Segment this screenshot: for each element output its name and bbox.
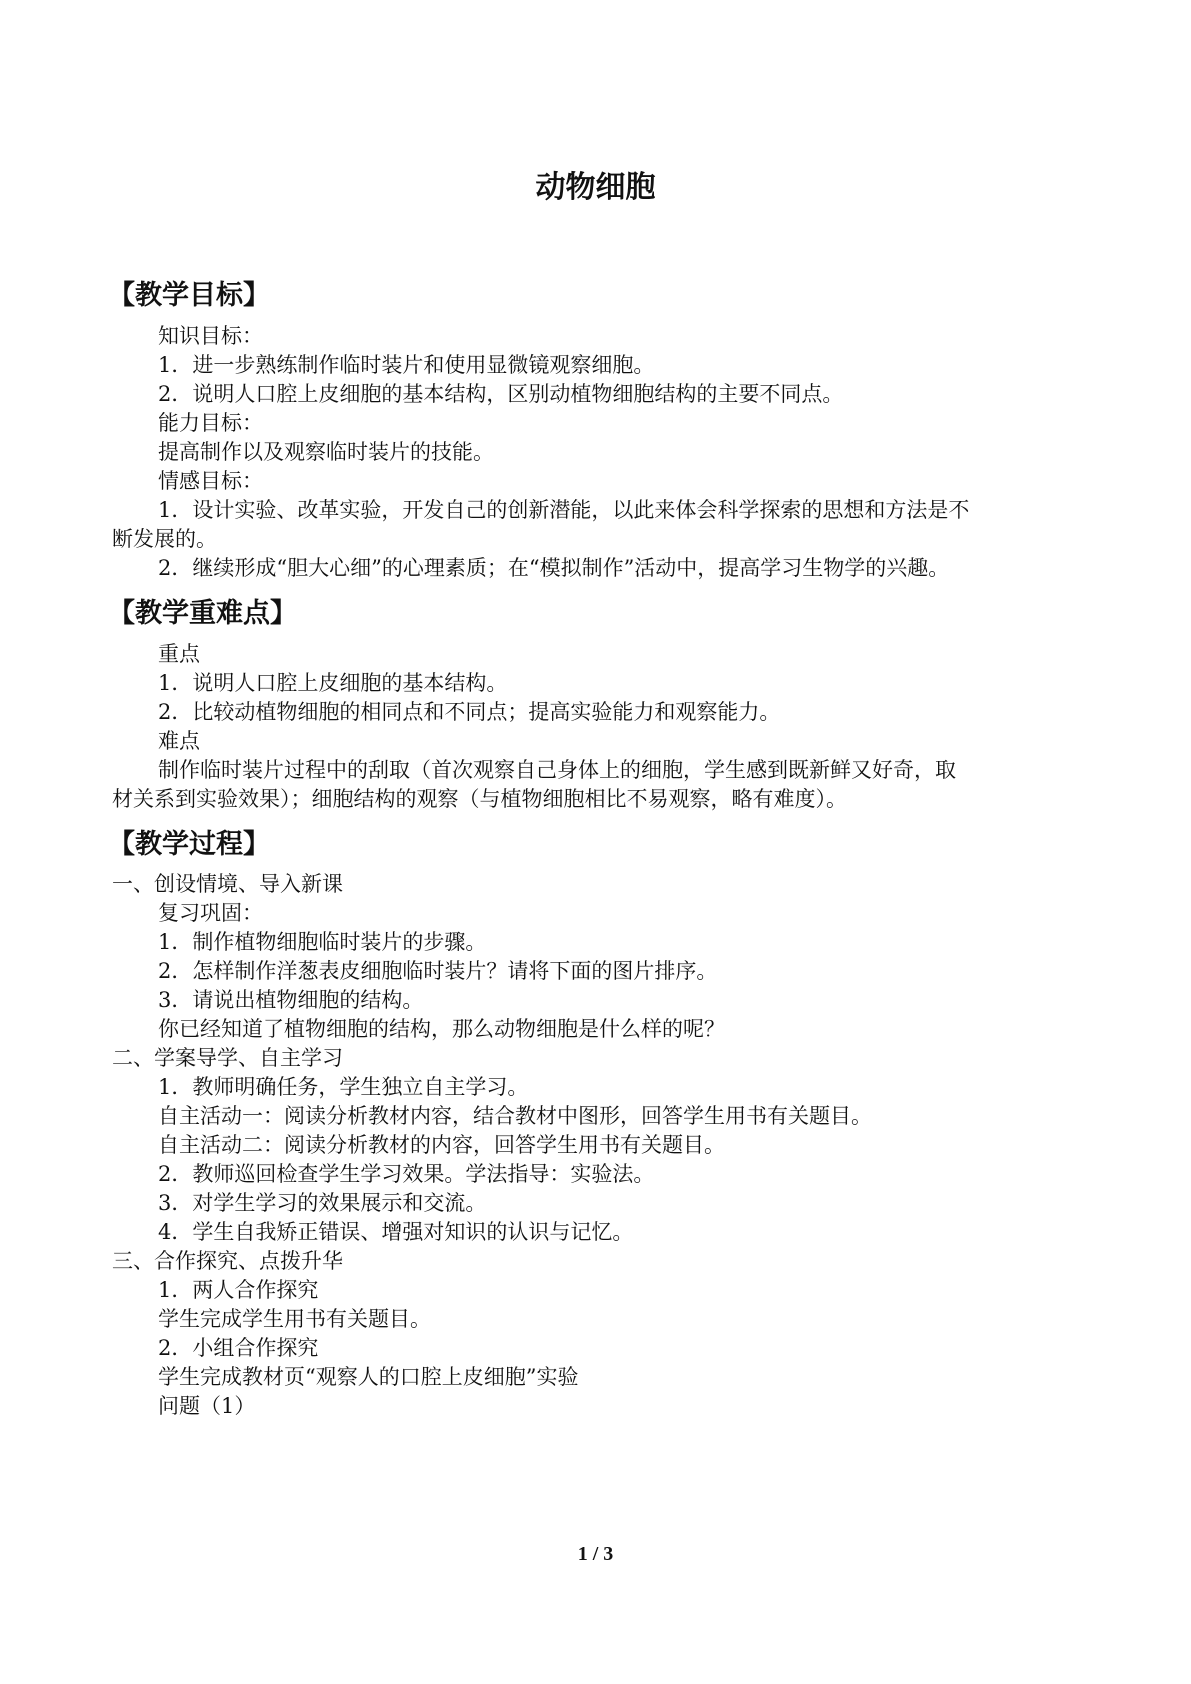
text-line: 提高制作以及观察临时装片的技能。 [158,440,494,464]
section-heading-key-points: 【教学重难点】 [108,598,297,629]
text-line: 材关系到实验效果）；细胞结构的观察（与植物细胞相比不易观察，略有难度）。 [112,787,847,811]
text-line: 1．进一步熟练制作临时装片和使用显微镜观察细胞。 [158,353,655,377]
text-line: 一、创设情境、导入新课 [112,872,343,896]
text-line: 能力目标： [158,411,263,435]
text-line: 4．学生自我矫正错误、增强对知识的认识与记忆。 [158,1220,634,1244]
text-line: 重点 [158,642,200,666]
text-line: 2．继续形成“胆大心细”的心理素质；在“模拟制作”活动中，提高学习生物学的兴趣。 [158,556,950,580]
text-line: 1．设计实验、改革实验，开发自己的创新潜能，以此来体会科学探索的思想和方法是不 [158,498,970,522]
text-line: 二、学案导学、自主学习 [112,1046,343,1070]
text-line: 2．说明人口腔上皮细胞的基本结构，区别动植物细胞结构的主要不同点。 [158,382,844,406]
document-title: 动物细胞 [535,170,656,205]
section-heading-process: 【教学过程】 [108,829,270,860]
text-line: 学生完成教材页“观察人的口腔上皮细胞”实验 [158,1365,579,1389]
text-line: 情感目标： [158,469,263,493]
text-line: 2．小组合作探究 [158,1336,319,1360]
text-line: 知识目标： [158,324,263,348]
section-heading-objectives: 【教学目标】 [108,280,270,311]
text-line: 你已经知道了植物细胞的结构，那么动物细胞是什么样的呢？ [158,1017,725,1041]
text-line: 1．说明人口腔上皮细胞的基本结构。 [158,671,508,695]
text-line: 2．教师巡回检查学生学习效果。学法指导：实验法。 [158,1162,655,1186]
text-line: 难点 [158,729,200,753]
text-line: 三、合作探究、点拨升华 [112,1249,343,1273]
text-line: 3．对学生学习的效果展示和交流。 [158,1191,487,1215]
text-line: 1．教师明确任务，学生独立自主学习。 [158,1075,529,1099]
text-line: 问题（1） [158,1394,256,1418]
text-line: 制作临时装片过程中的刮取（首次观察自己身体上的细胞，学生感到既新鲜又好奇，取 [158,758,956,782]
text-line: 2．怎样制作洋葱表皮细胞临时装片？请将下面的图片排序。 [158,959,718,983]
text-line: 3．请说出植物细胞的结构。 [158,988,424,1012]
text-line: 学生完成学生用书有关题目。 [158,1307,431,1331]
text-line: 复习巩固： [158,901,263,925]
page-number: 1 / 3 [577,1543,614,1565]
text-line: 2．比较动植物细胞的相同点和不同点；提高实验能力和观察能力。 [158,700,781,724]
text-line: 1．制作植物细胞临时装片的步骤。 [158,930,487,954]
text-line: 1．两人合作探究 [158,1278,319,1302]
text-line: 自主活动一：阅读分析教材内容，结合教材中图形，回答学生用书有关题目。 [158,1104,872,1128]
text-line: 自主活动二：阅读分析教材的内容，回答学生用书有关题目。 [158,1133,725,1157]
text-line: 断发展的。 [112,527,217,551]
